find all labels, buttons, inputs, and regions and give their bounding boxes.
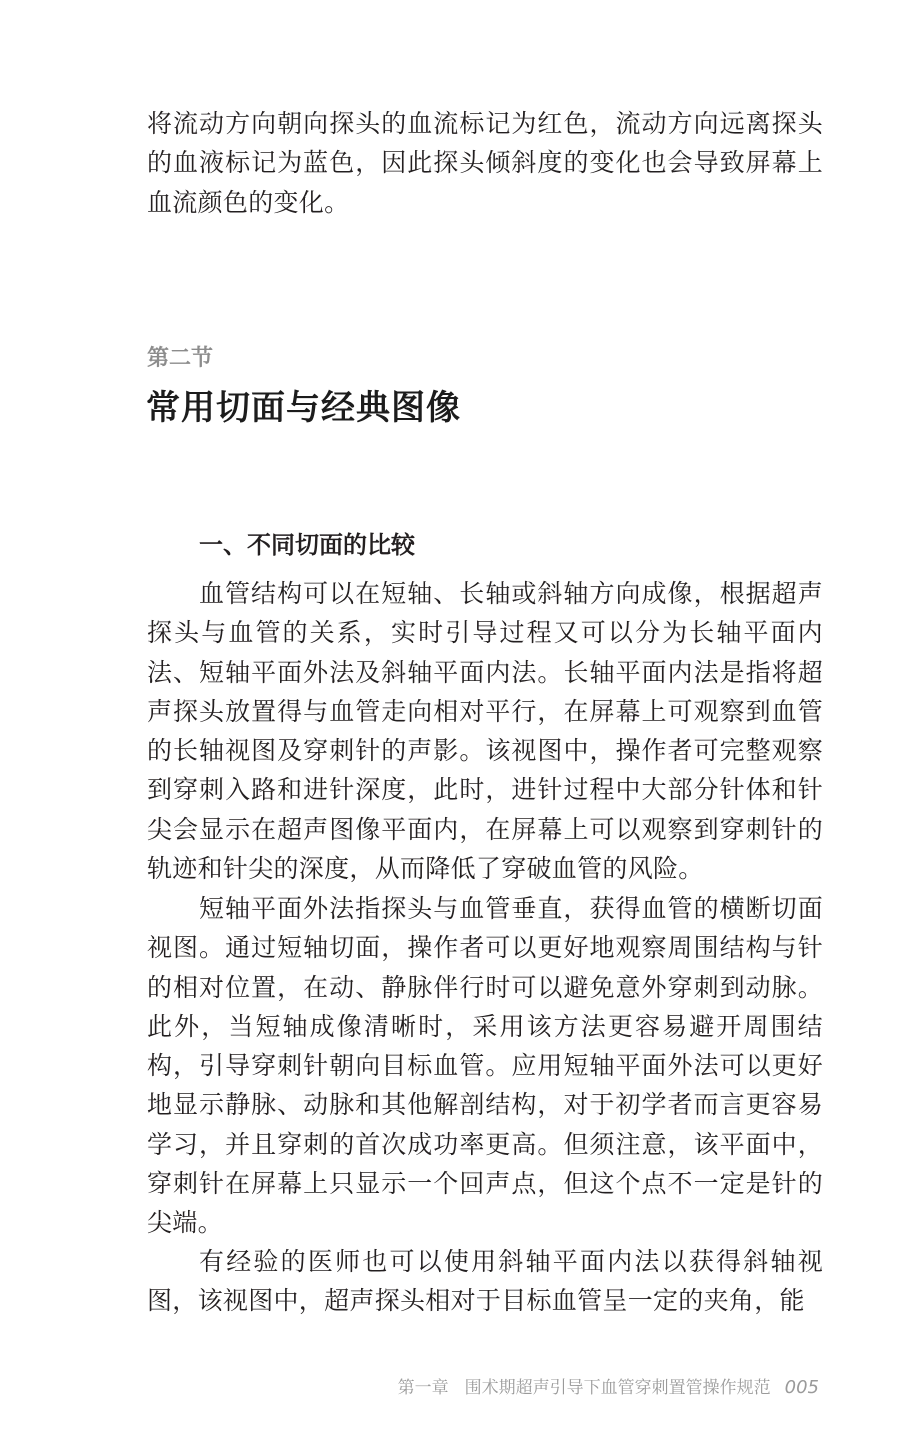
body-paragraph-oblique-axis: 有经验的医师也可以使用斜轴平面内法以获得斜轴视图，该视图中，超声探头相对于目标血管呈一定的夹角，能 xyxy=(147,1247,823,1316)
page-footer xyxy=(398,1373,819,1398)
body-paragraph-long-axis: 血管结构可以在短轴、长轴或斜轴方向成像，根据超声探头与血管的关系，实时引导过程又可以分为长轴平面内法、短轴平面外法及斜轴平面内法。长轴平面内法是指将超声探头放置得与血管走向相对平行，在屏幕上可观察到血管的长轴视图及穿刺针的声影。该视图中，操作者可完整观察到穿刺入路和进针深度，此时，进针过程中大部分针体和针尖会显示在超声图像平面内，在屏幕上可以观察到穿刺针的轨迹和针尖的深度，从而降低了穿破血管的风险。 xyxy=(147,579,823,884)
subsection-title: 一、不同切面的比较 xyxy=(199,531,415,559)
section-title: 常用切面与经典图像 xyxy=(146,388,461,428)
page-number: 005 xyxy=(784,1377,819,1398)
intro-paragraph: 将流动方向朝向探头的血流标记为红色，流动方向远离探头的血液标记为蓝色，因此探头倾斜度的变化也会导致屏幕上血流颜色的变化。 xyxy=(147,109,823,217)
section-label: 第二节 xyxy=(147,346,214,371)
body-paragraph-short-axis: 短轴平面外法指探头与血管垂直，获得血管的横断切面视图。通过短轴切面，操作者可以更好地观察周围结构与针的相对位置，在动、静脉伴行时可以避免意外穿刺到动脉。此外，当短轴成像清晰时，采用该方法更容易避开周围结构，引导穿刺针朝向目标血管。应用短轴平面外法可以更好地显示静脉、动脉和其他解剖结构，对于初学者而言更容易学习，并且穿刺的首次成功率更高。但须注意，该平面中，穿刺针在屏幕上只显示一个回声点，但这个点不一定是针的尖端。 xyxy=(147,894,823,1238)
footer-chapter: 第一章 xyxy=(397,1378,449,1398)
footer-chapter-title: 围术期超声引导下血管穿刺置管操作规范 xyxy=(464,1378,771,1398)
